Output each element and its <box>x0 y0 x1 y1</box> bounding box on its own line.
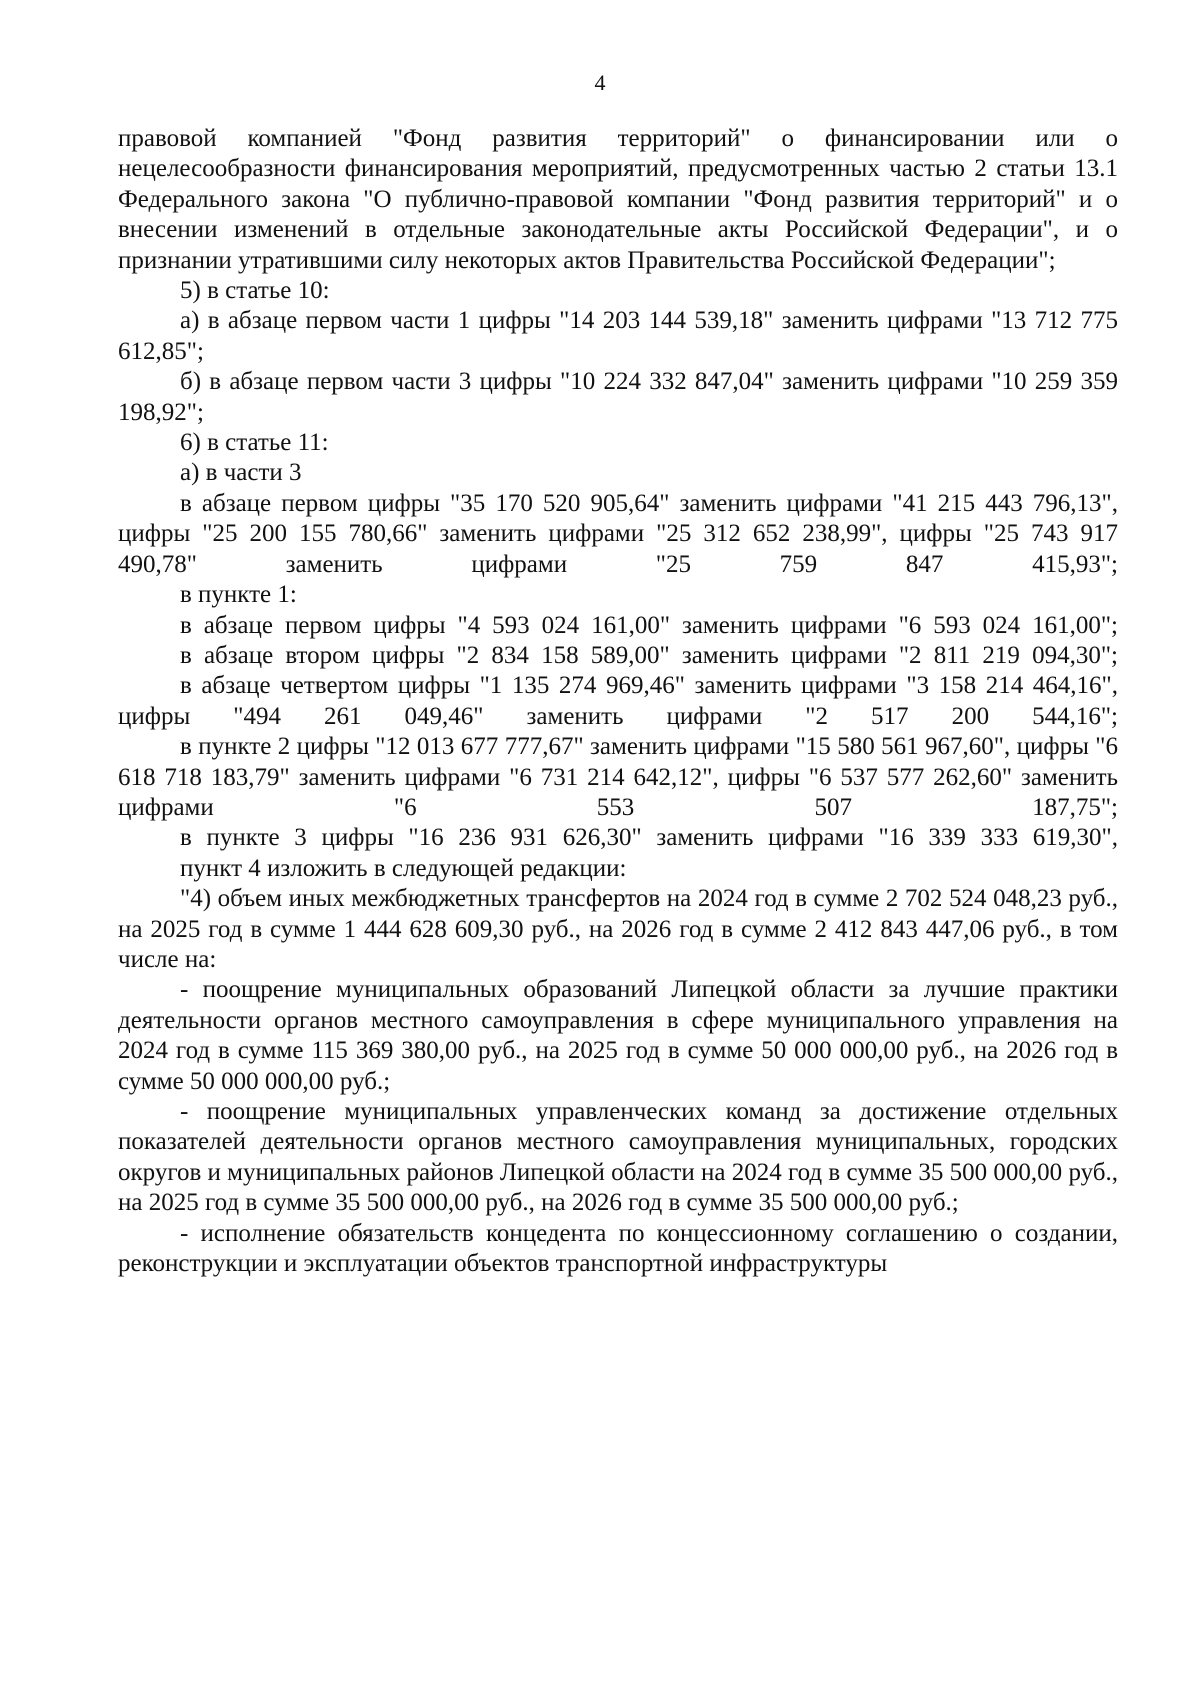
paragraph-bullet-management-teams: - поощрение муниципальных управленческих команд за достижение отдельных показателей деятельности органов местного самоуправления муниципальных, городских округов и муниципальных районов Липецкой области на 2024 год в сумме 35 500 000,00 руб., на 2025 год в сумме 35 500 000,00 руб., на 2026 год в сумме 35 500 000,00 руб.; <box>118 1098 1118 1217</box>
paragraph-item-5a: а) в абзаце первом части 1 цифры "14 203 144 539,18" заменить цифрами "13 712 775 612,85"; <box>118 307 1118 365</box>
paragraph-point4-heading: пункт 4 изложить в следующей редакции: <box>180 854 627 882</box>
paragraph-item-5: 5) в статье 10: <box>180 277 330 305</box>
paragraph-part3-first: в абзаце первом цифры "35 170 520 905,64" заменить цифрами "41 215 443 796,13", цифры "25 200 155 780,66" заменить цифрами "25 312 652 238,99", цифры "25 743 917 490,78" заменить цифрами "25 759 847 415,93"; <box>118 489 1118 578</box>
paragraph-item-6: 6) в статье 11: <box>180 429 329 457</box>
paragraph-point1-fourth: в абзаце четвертом цифры "1 135 274 969,46" заменить цифрами "3 158 214 464,16", цифры "494 261 049,46" заменить цифрами "2 517 200 544,16"; <box>118 672 1118 730</box>
paragraph-point2: в пункте 2 цифры "12 013 677 777,67" заменить цифрами "15 580 561 967,60", цифры "6 618 718 183,79" заменить цифрами "6 731 214 642,12", цифры "6 537 577 262,60" заменить цифрами "6 553 507 187,75"; <box>118 733 1118 821</box>
paragraph-bullet-best-practices: - поощрение муниципальных образований Липецкой области за лучшие практики деятельности органов местного самоуправления в сфере муниципального управления на 2024 год в сумме 115 369 380,00 руб., на 2025 год в сумме 50 000 000,00 руб., на 2026 год в сумме 50 000 000,00 руб.; <box>118 976 1118 1095</box>
paragraph-point1-second: в абзаце втором цифры "2 834 158 589,00" заменить цифрами "2 811 219 094,30"; <box>180 641 1118 669</box>
paragraph-item-6a: а) в части 3 <box>180 459 302 487</box>
paragraph-point4-body: "4) объем иных межбюджетных трансфертов на 2024 год в сумме 2 702 524 048,23 руб., на 2025 год в сумме 1 444 628 609,30 руб., на 2026 год в сумме 2 412 843 447,06 руб., в том числе на: <box>118 885 1118 973</box>
paragraph-bullet-concession: - исполнение обязательств концедента по концессионному соглашению о создании, реконструкции и эксплуатации объектов транспортной инфраструктуры <box>118 1219 1118 1278</box>
paragraph-point3: в пункте 3 цифры "16 236 931 626,30" заменить цифрами "16 339 333 619,30", <box>180 824 1118 852</box>
paragraph-point1-first: в абзаце первом цифры "4 593 024 161,00" заменить цифрами "6 593 024 161,00"; <box>180 611 1118 639</box>
paragraph-item-5b: б) в абзаце первом части 3 цифры "10 224 332 847,04" заменить цифрами "10 259 359 198,92"; <box>118 368 1118 426</box>
page-number: 4 <box>594 70 606 95</box>
document-body <box>118 124 1118 1279</box>
paragraph-continuation: правовой компанией "Фонд развития территорий" о финансировании или о нецелесообразности финансирования мероприятий, предусмотренных частью 2 статьи 13.1 Федерального закона "О публично-правовой компании "Фонд развития территорий" и о внесении изменений в отдельные законодательные акты Российской Федерации", и о признании утратившими силу некоторых актов Правительства Российской Федерации"; <box>118 125 1118 274</box>
paragraph-point1-heading: в пункте 1: <box>180 581 297 609</box>
